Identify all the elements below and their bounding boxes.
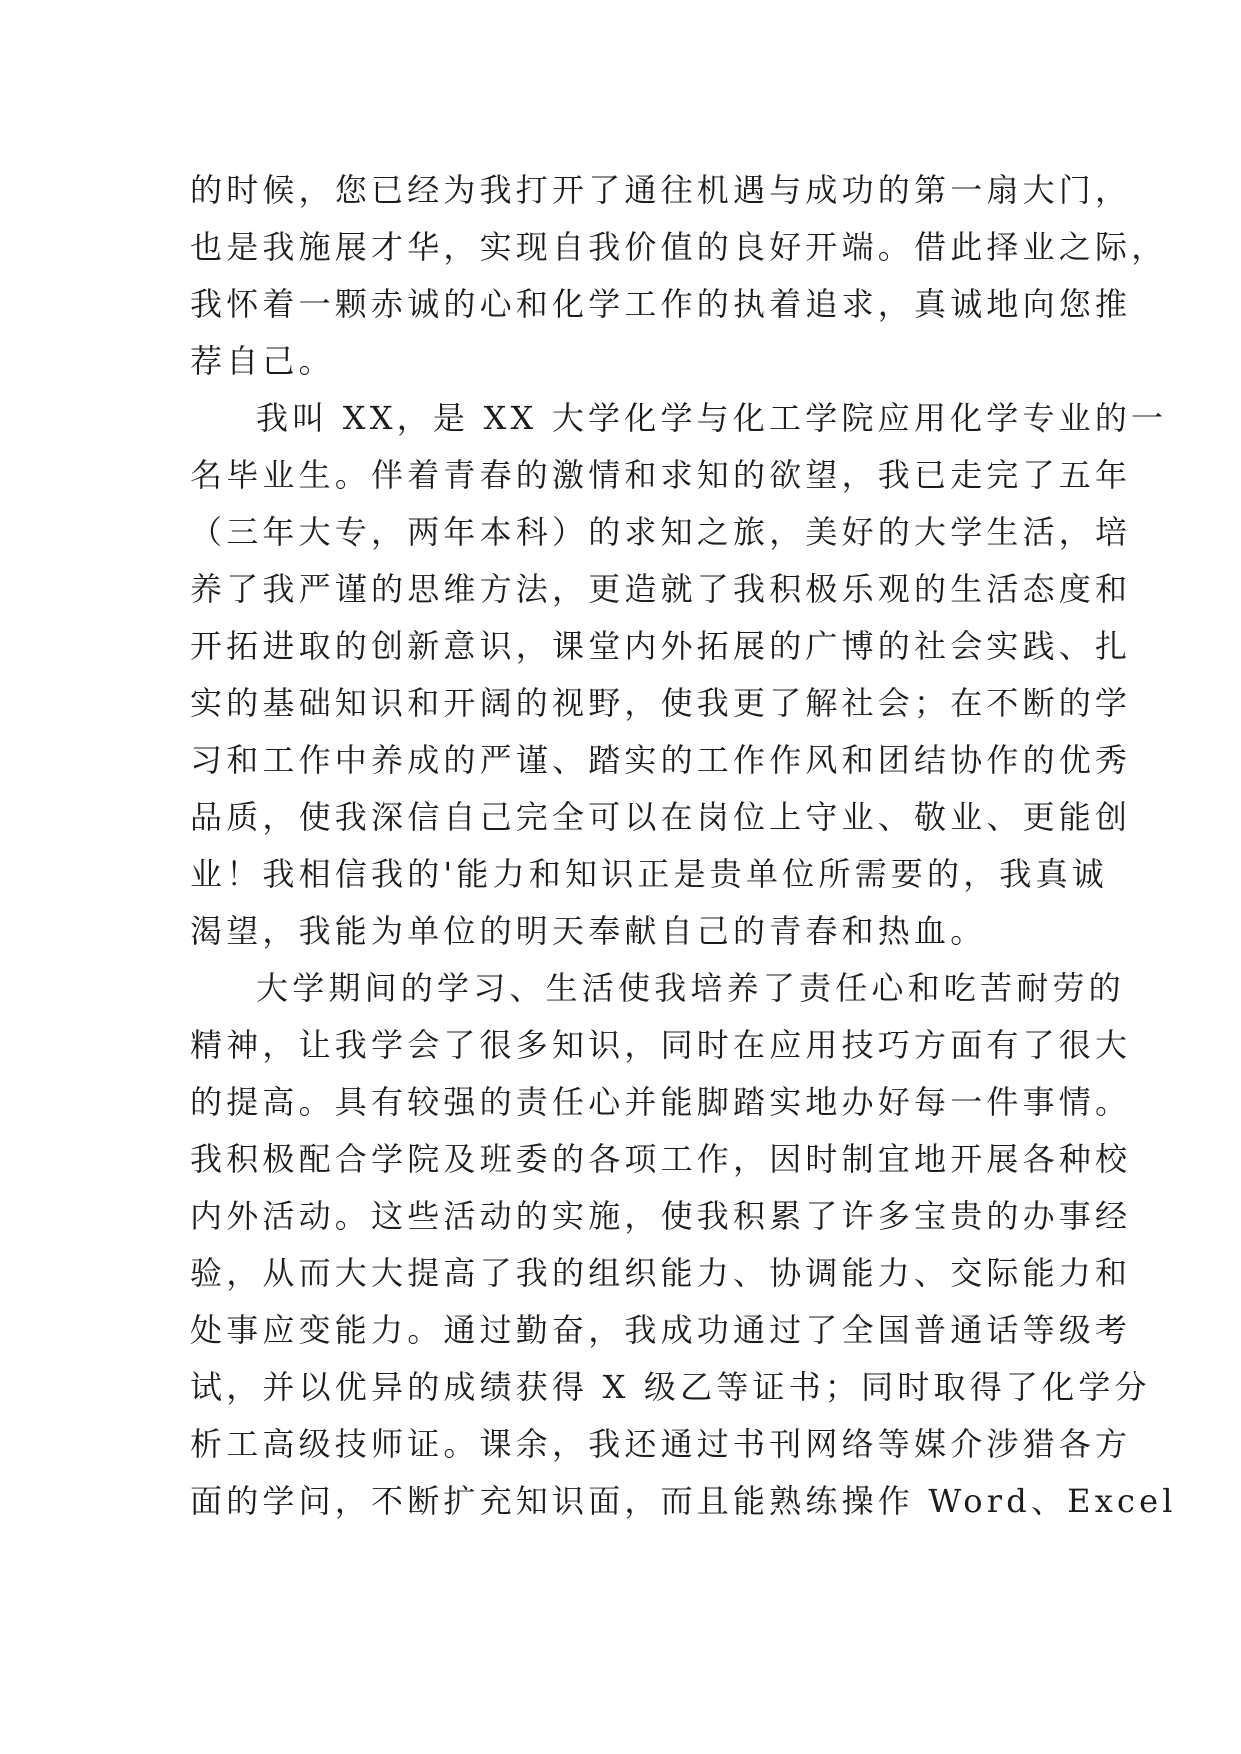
paragraph-1 [190, 162, 1168, 390]
text-line: 的提高。具有较强的责任心并能脚踏实地办好每一件事情。 [190, 1083, 1132, 1121]
paragraph-2 [190, 390, 1168, 960]
text-line: 验，从而大大提高了我的组织能力、协调能力、交际能力和 [190, 1254, 1132, 1292]
text-line: 精神，让我学会了很多知识，同时在应用技巧方面有了很大 [190, 1026, 1132, 1064]
text-line: 我叫 XX，是 XX 大学化学与化工学院应用化学专业的一 [256, 399, 1168, 437]
text-line: 渴望，我能为单位的明天奉献自己的青春和热血。 [190, 912, 987, 950]
text-line: 的时候，您已经为我打开了通往机遇与成功的第一扇大门， [190, 171, 1132, 209]
text-line: 开拓进取的创新意识，课堂内外拓展的广博的社会实践、扎 [190, 627, 1132, 665]
text-line: 试，并以优异的成绩获得 X 级乙等证书；同时取得了化学分 [190, 1368, 1151, 1406]
paragraph-3 [190, 960, 1177, 1530]
text-line: 处事应变能力。通过勤奋，我成功通过了全国普通话等级考 [190, 1311, 1132, 1349]
letter-body [190, 162, 1177, 1530]
text-line: 我怀着一颗赤诚的心和化学工作的执着追求，真诚地向您推 [190, 285, 1132, 323]
text-line: （三年大专，两年本科）的求知之旅，美好的大学生活，培 [190, 513, 1132, 551]
text-line: 荐自己。 [190, 342, 335, 380]
text-line: 业！我相信我的'能力和知识正是贵单位所需要的，我真诚 [190, 855, 1108, 893]
text-line: 实的基础知识和开阔的视野，使我更了解社会；在不断的学 [190, 684, 1132, 722]
text-line: 内外活动。这些活动的实施，使我积累了许多宝贵的办事经 [190, 1197, 1132, 1235]
text-line: 品质，使我深信自己完全可以在岗位上守业、敬业、更能创 [190, 798, 1132, 836]
text-line: 习和工作中养成的严谨、踏实的工作作风和团结协作的优秀 [190, 741, 1132, 779]
text-line: 大学期间的学习、生活使我培养了责任心和吃苦耐劳的 [256, 969, 1125, 1007]
text-line: 面的学问，不断扩充知识面，而且能熟练操作 Word、Excel [190, 1482, 1177, 1520]
text-line: 也是我施展才华，实现自我价值的良好开端。借此择业之际， [190, 228, 1168, 266]
text-line: 我积极配合学院及班委的各项工作，因时制宜地开展各种校 [190, 1140, 1132, 1178]
text-line: 养了我严谨的思维方法，更造就了我积极乐观的生活态度和 [190, 570, 1132, 608]
text-line: 析工高级技师证。课余，我还通过书刊网络等媒介涉猎各方 [190, 1425, 1132, 1463]
text-line: 名毕业生。伴着青春的激情和求知的欲望，我已走完了五年 [190, 456, 1132, 494]
